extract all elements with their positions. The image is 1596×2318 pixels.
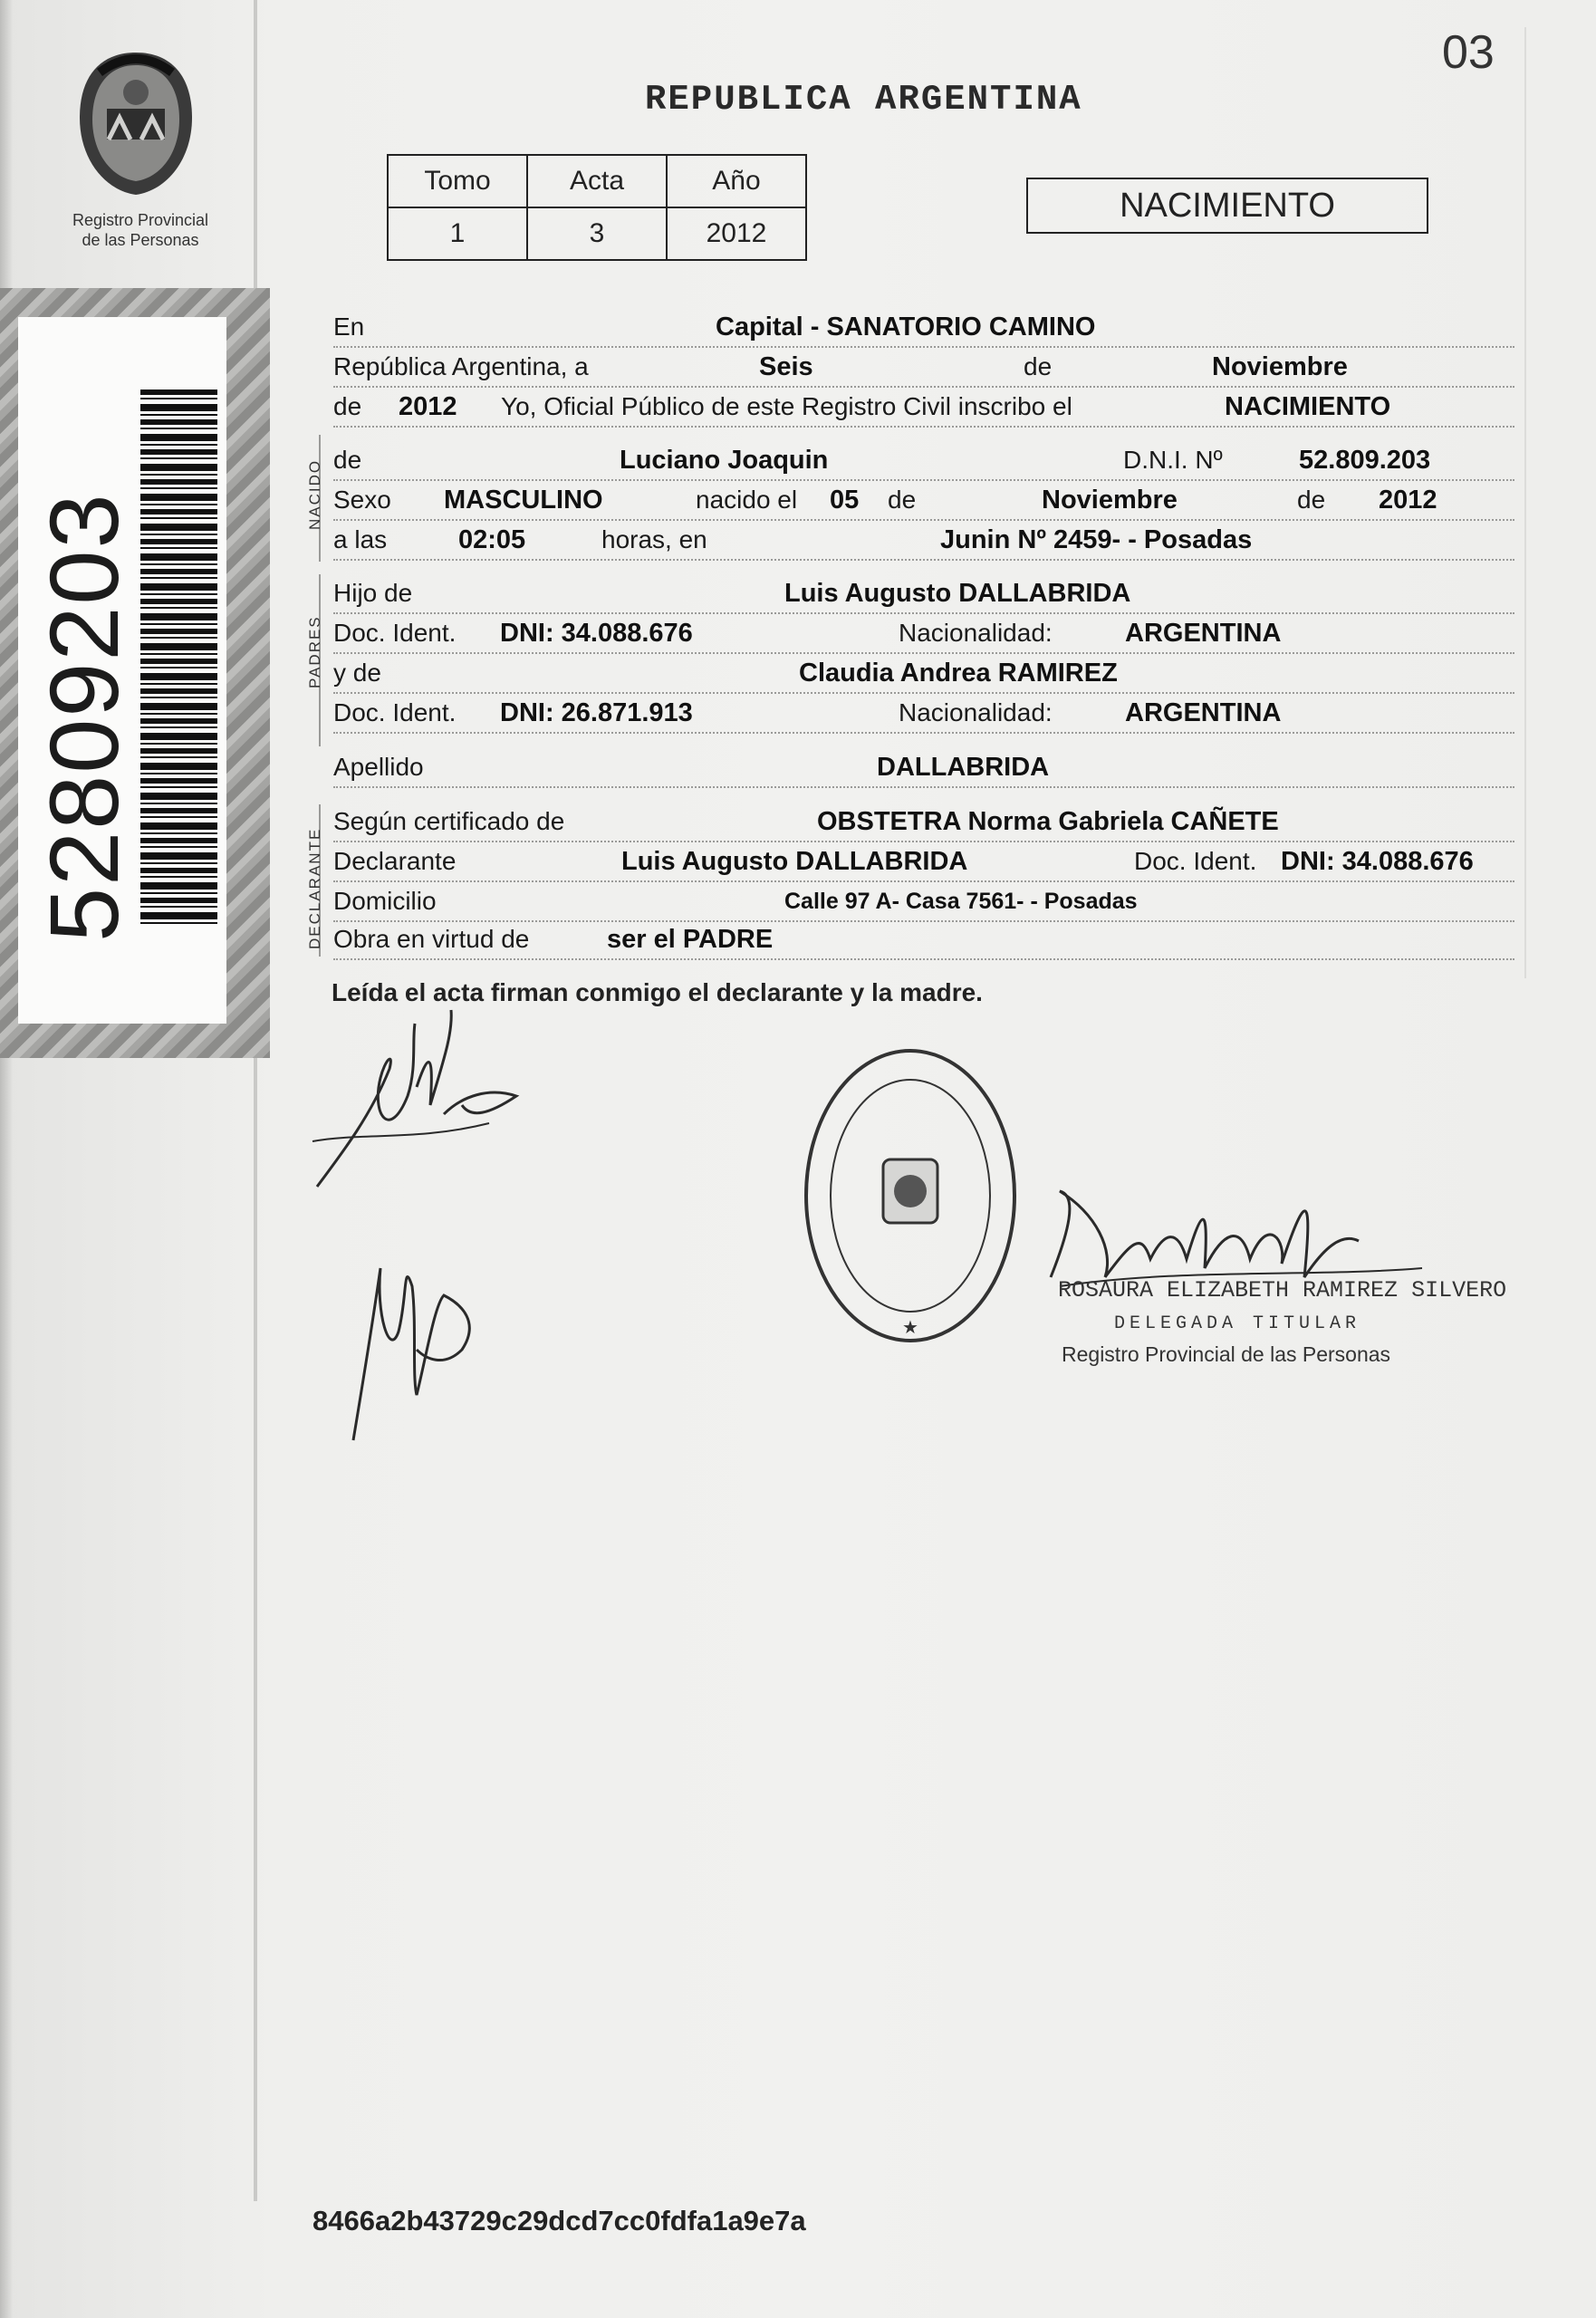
value-acta: 3	[527, 207, 667, 260]
section-label-nacido: NACIDO	[306, 458, 323, 530]
label-republica: República Argentina, a	[333, 352, 589, 380]
label-apellido: Apellido	[333, 753, 424, 781]
row-obra	[333, 920, 1514, 960]
signer-organization: Registro Provincial de las Personas	[1062, 1342, 1391, 1366]
signer-role: DELEGADA TITULAR	[1114, 1313, 1361, 1334]
svg-text:★: ★	[902, 1318, 918, 1338]
label-nacido-el: nacido el	[696, 486, 798, 514]
row-nacido-name	[333, 441, 1514, 481]
value-birth-time: 02:05	[458, 525, 526, 554]
value-obra: ser el PADRE	[607, 925, 774, 954]
section-label-declarante: DECLARANTE	[306, 827, 323, 949]
value-birth-address: Junin Nº 2459- - Posadas	[940, 525, 1253, 554]
row-republica	[333, 348, 1514, 388]
value-mother-name: Claudia Andrea RAMIREZ	[799, 659, 1118, 688]
label-doc-father: Doc. Ident.	[333, 619, 457, 647]
label-doc-mother: Doc. Ident.	[333, 698, 457, 726]
document-heading: REPUBLICA ARGENTINA	[645, 80, 1082, 120]
value-mother-nationality: ARGENTINA	[1125, 698, 1282, 727]
value-anio: 2012	[667, 207, 806, 260]
mother-signature	[326, 1232, 507, 1449]
caption-line-1: Registro Provincial	[72, 211, 209, 229]
row-apellido	[333, 748, 1514, 788]
value-mother-doc: DNI: 26.871.913	[500, 698, 693, 727]
label-nacionalidad-father: Nacionalidad:	[899, 619, 1053, 647]
label-sexo: Sexo	[333, 486, 391, 514]
value-day-words: Seis	[759, 352, 813, 381]
header-acta: Acta	[527, 155, 667, 207]
value-birth-month: Noviembre	[1042, 486, 1178, 515]
registry-coat-of-arms-logo	[63, 45, 208, 199]
registry-caption	[36, 210, 245, 250]
label-obra: Obra en virtud de	[333, 925, 530, 953]
row-declarante	[333, 842, 1514, 882]
label-de-birth: de	[888, 486, 917, 514]
registry-table	[387, 154, 807, 261]
header-tomo: Tomo	[388, 155, 527, 207]
label-horas: horas, en	[601, 525, 707, 553]
label-dni: D.N.I. Nº	[1123, 446, 1223, 474]
label-de-nacido: de	[333, 446, 362, 474]
value-father-name: Luis Augusto DALLABRIDA	[784, 579, 1131, 608]
row-nacido-hora	[333, 521, 1514, 561]
document-hash: 8466a2b43729c29dcd7cc0fdfa1a9e7a	[312, 2205, 806, 2236]
value-child-name: Luciano Joaquin	[620, 446, 829, 475]
act-type-box: NACIMIENTO	[1026, 178, 1428, 234]
row-y-de	[333, 654, 1514, 694]
value-month: Noviembre	[1212, 352, 1348, 381]
value-father-doc: DNI: 34.088.676	[500, 619, 693, 648]
label-de-birth-2: de	[1297, 486, 1326, 514]
right-rule	[1524, 27, 1526, 978]
label-declarante: Declarante	[333, 847, 457, 875]
value-year: 2012	[399, 392, 457, 421]
section-label-padres: PADRES	[306, 615, 323, 688]
barcode	[140, 390, 217, 924]
row-mother-doc	[333, 694, 1514, 734]
row-certificado	[333, 803, 1514, 842]
value-place: Capital - SANATORIO CAMINO	[716, 313, 1096, 341]
row-father-doc	[333, 614, 1514, 654]
label-domicilio: Domicilio	[333, 887, 437, 915]
row-nacido-sexo	[333, 481, 1514, 521]
label-de-2: de	[333, 392, 362, 420]
declarant-signature	[308, 1005, 543, 1214]
value-birth-year: 2012	[1379, 486, 1437, 515]
label-y-de: y de	[333, 659, 381, 687]
value-certificado: OBSTETRA Norma Gabriela CAÑETE	[817, 807, 1279, 836]
value-declarante-doc: DNI: 34.088.676	[1281, 847, 1474, 876]
row-hijo-de	[333, 574, 1514, 614]
registry-stamp	[797, 1042, 1024, 1350]
label-doc-declarante: Doc. Ident.	[1134, 847, 1257, 875]
label-hijo-de: Hijo de	[333, 579, 413, 607]
value-sexo: MASCULINO	[444, 486, 603, 515]
label-yo: Yo, Oficial Público de este Registro Civil inscribo el	[501, 392, 1072, 420]
value-domicilio: Calle 97 A- Casa 7561- - Posadas	[784, 889, 1138, 914]
caption-line-2: de las Personas	[82, 231, 199, 249]
closing-statement: Leída el acta firman conmigo el declarante y la madre.	[332, 978, 983, 1006]
label-nacionalidad-mother: Nacionalidad:	[899, 698, 1053, 726]
row-domicilio	[333, 882, 1514, 922]
row-en	[333, 308, 1514, 348]
label-de: de	[1024, 352, 1053, 380]
label-en: En	[333, 313, 365, 341]
value-father-nationality: ARGENTINA	[1125, 619, 1282, 648]
header-anio: Año	[667, 155, 806, 207]
label-certificado: Según certificado de	[333, 807, 565, 835]
signer-name: ROSAURA ELIZABETH RAMIREZ SILVERO	[1058, 1277, 1507, 1303]
dni-vertical-number: 52809203	[29, 492, 139, 942]
row-year	[333, 388, 1514, 428]
value-inscribed: NACIMIENTO	[1225, 392, 1391, 421]
value-tomo: 1	[388, 207, 527, 260]
value-declarante-name: Luis Augusto DALLABRIDA	[621, 847, 968, 876]
label-a-las: a las	[333, 525, 388, 553]
value-birth-day: 05	[830, 486, 860, 515]
page-number: 03	[1442, 26, 1495, 79]
value-apellido: DALLABRIDA	[877, 753, 1050, 782]
value-child-dni: 52.809.203	[1299, 446, 1431, 475]
